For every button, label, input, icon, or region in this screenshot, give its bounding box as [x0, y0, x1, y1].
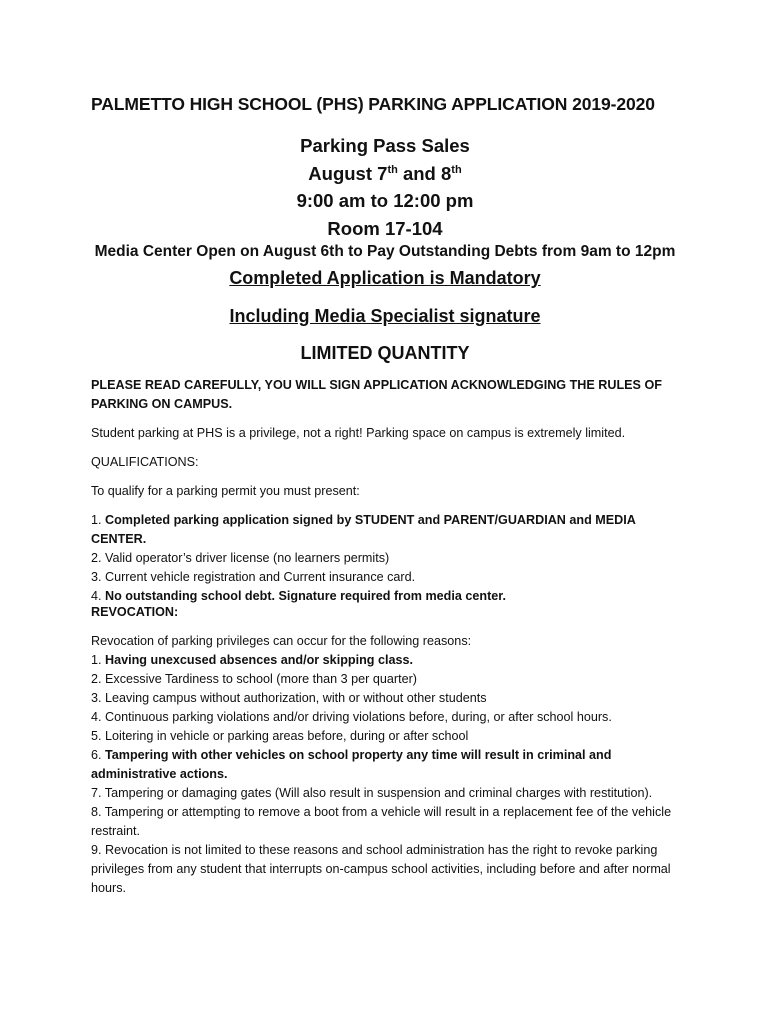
list-item — [91, 803, 691, 841]
item-number: 3. — [91, 691, 106, 705]
item-text: Valid operator’s driver license (no learners permits) — [105, 551, 390, 565]
item-number: 6. — [91, 748, 106, 762]
revocation-heading: REVOCATION: — [91, 605, 179, 619]
item-text: Tampering or damaging gates (Will also result in suspension and criminal charges with restitution). — [104, 786, 653, 800]
qualifications-list — [91, 511, 691, 606]
item-number: 1. — [91, 513, 106, 527]
item-text: Tampering or attempting to remove a boot from a vehicle will result in a replacement fee of the vehicle restraint. — [91, 805, 672, 838]
item-text: Loitering in vehicle or parking areas before, during or after school — [105, 729, 469, 743]
revocation-list — [91, 632, 691, 898]
dates-mid: and 8 — [397, 163, 452, 184]
item-number: 5. — [91, 729, 106, 743]
list-item — [91, 708, 691, 727]
item-bold-text: Completed parking application signed by STUDENT and PARENT/GUARDIAN and MEDIA CENTER. — [91, 513, 636, 546]
dates-sup-1: th — [387, 163, 398, 176]
list-item — [91, 568, 691, 587]
list-item — [91, 549, 691, 568]
list-item — [91, 651, 691, 670]
sales-time: 9:00 am to 12:00 pm — [296, 190, 474, 211]
sales-dates — [0, 160, 770, 188]
limited-quantity: LIMITED QUANTITY — [300, 343, 470, 363]
item-text: Continuous parking violations and/or driving violations before, during, or after school hours. — [105, 710, 612, 724]
mandatory-notice: Completed Application is Mandatory — [229, 268, 541, 288]
item-number: 3. — [91, 570, 106, 584]
item-text: Revocation is not limited to these reasons and school administration has the right to revoke parking privileges from any student that interrupts on-campus school activities, including before and after normal hours. — [91, 843, 671, 895]
item-text: Current vehicle registration and Current insurance card. — [105, 570, 416, 584]
item-text: Leaving campus without authorization, with or without other students — [105, 691, 487, 705]
revocation-intro: Revocation of parking privileges can occur for the following reasons: — [91, 634, 472, 648]
item-number: 8. — [91, 805, 105, 819]
list-item — [91, 670, 691, 689]
item-bold-text: Tampering with other vehicles on school property any time will result in criminal and administrative actions. — [91, 748, 612, 781]
item-number: 1. — [91, 653, 106, 667]
page-title: PALMETTO HIGH SCHOOL (PHS) PARKING APPLICATION 2019-2020 — [91, 94, 655, 114]
list-item — [91, 784, 691, 803]
dates-prefix: August 7 — [308, 163, 388, 184]
item-number: 4. — [91, 589, 106, 603]
item-text: Excessive Tardiness to school (more than 3 per quarter) — [105, 672, 417, 686]
item-number: 2. — [91, 551, 106, 565]
item-bold-text: No outstanding school debt. Signature required from media center. — [105, 589, 506, 603]
sales-room: Room 17-104 — [327, 218, 443, 239]
privilege-statement: Student parking at PHS is a privilege, not a right! Parking space on campus is extremely limited. — [91, 426, 626, 440]
list-item — [91, 689, 691, 708]
item-number: 7. — [91, 786, 105, 800]
item-number: 9. — [91, 843, 106, 857]
signature-notice: Including Media Specialist signature — [229, 306, 541, 326]
item-number: 4. — [91, 710, 106, 724]
sales-title: Parking Pass Sales — [300, 135, 470, 156]
qualifications-heading: QUALIFICATIONS: — [91, 455, 199, 469]
list-item — [91, 841, 691, 898]
item-bold-text: Having unexcused absences and/or skipping class. — [105, 653, 413, 667]
item-number: 2. — [91, 672, 106, 686]
read-carefully-notice: PLEASE READ CAREFULLY, YOU WILL SIGN APPLICATION ACKNOWLEDGING THE RULES OF PARKING ON CAMPUS. — [91, 378, 662, 411]
qualify-intro: To qualify for a parking permit you must present: — [91, 484, 360, 498]
list-item — [91, 746, 691, 784]
list-item — [91, 511, 691, 549]
media-center-notice: Media Center Open on August 6th to Pay Outstanding Debts from 9am to 12pm — [94, 243, 676, 260]
list-item — [91, 727, 691, 746]
dates-sup-2: th — [451, 163, 462, 176]
